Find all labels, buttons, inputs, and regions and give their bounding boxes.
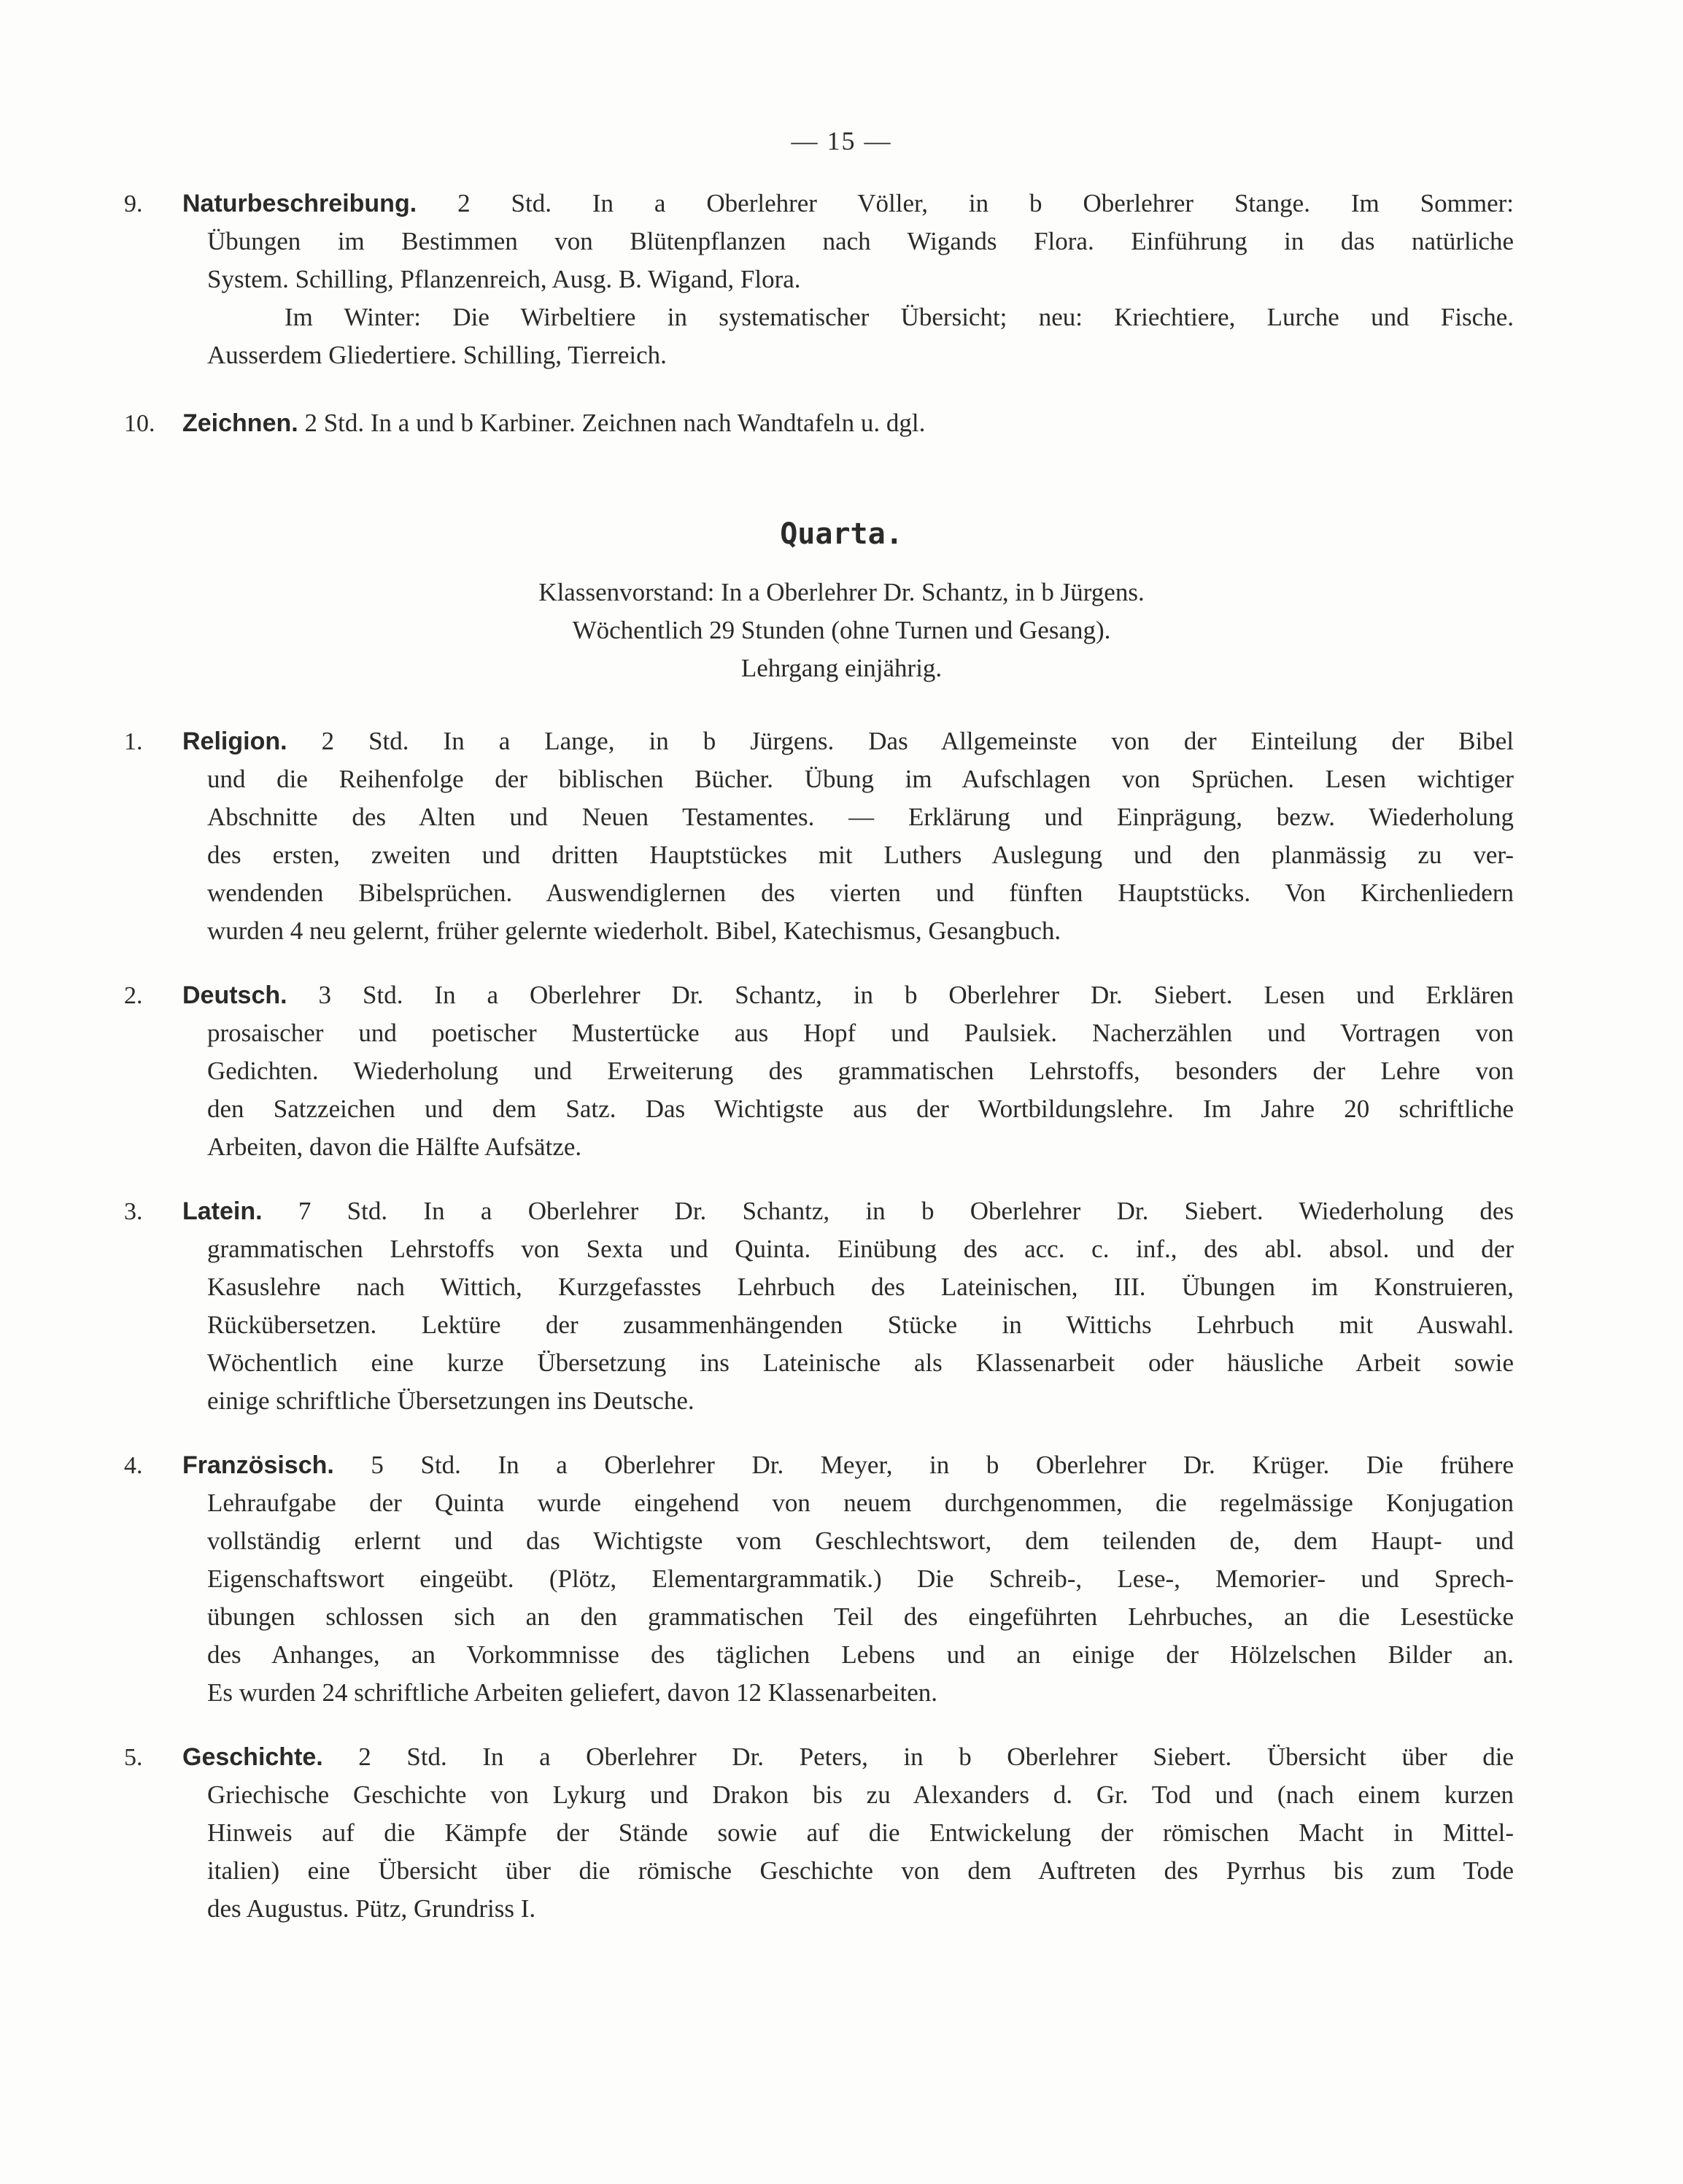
entry-text: Im Winter: Die Wirbeltiere in systematischer Übersicht; neu: Kriechtiere, Lurche und Fische. — [285, 303, 1514, 331]
entry-text: Hinweis auf die Kämpfe der Stände sowie auf die Entwickelung der römischen Macht in Mittel- — [207, 1818, 1514, 1847]
entry-latein — [124, 1192, 1514, 1420]
entry-title: Zeichnen. — [182, 409, 298, 437]
entry-first-line — [124, 1446, 1514, 1484]
entry-text: Übungen im Bestimmen von Blütenpflanzen nach Wigands Flora. Einführung in das natürliche — [207, 227, 1514, 255]
entry-text: System. Schilling, Pflanzenreich, Ausg. B. Wigand, Flora. — [207, 265, 801, 293]
entry-text: Lehraufgabe der Quinta wurde eingehend von neuem durchgenommen, die regelmässige Konjugation — [207, 1489, 1514, 1517]
section-info — [0, 574, 1683, 687]
entry-text: den Satzzeichen und dem Satz. Das Wichtigste aus der Wortbildungslehre. Im Jahre 20 schriftliche — [207, 1095, 1514, 1123]
entry-first-line — [124, 185, 1514, 223]
entry-first-line — [124, 404, 1514, 442]
entry-naturbeschreibung — [124, 185, 1514, 374]
entry-title: Französisch. — [182, 1451, 334, 1479]
entry-text: vollständig erlernt und das Wichtigste vom Geschlechtswort, dem teilenden de, dem Haupt- und — [207, 1527, 1514, 1555]
entry-text: übungen schlossen sich an den grammatischen Teil des eingeführten Lehrbuches, an die Lesestücke — [207, 1602, 1514, 1631]
entry-number: 4. — [124, 1452, 143, 1479]
entry-text: wurden 4 neu gelernt, früher gelernte wiederholt. Bibel, Katechismus, Gesangbuch. — [207, 917, 1061, 945]
entry-text: Griechische Geschichte von Lykurg und Drakon bis zu Alexanders d. Gr. Tod und (nach einem kurzen — [207, 1780, 1514, 1809]
page-number: — 15 — — [791, 126, 892, 155]
entry-zeichnen — [124, 404, 1514, 442]
entry-title: Religion. — [182, 728, 287, 755]
entry-text: 5 Std. In a Oberlehrer Dr. Meyer, in b Oberlehrer Dr. Krüger. Die frühere — [333, 1451, 1514, 1479]
entry-text: prosaischer und poetischer Mustertücke aus Hopf und Paulsiek. Nacherzählen und Vortragen von — [207, 1019, 1514, 1047]
entry-text: italien) eine Übersicht über die römische Geschichte von dem Auftreten des Pyrrhus bis zum Tode — [207, 1856, 1514, 1885]
entry-text: Kasuslehre nach Wittich, Kurzgefasstes Lehrbuch des Lateinischen, III. Übungen im Konstruieren, — [207, 1273, 1514, 1301]
entry-text: 2 Std. In a Oberlehrer Dr. Peters, in b Oberlehrer Siebert. Übersicht über die — [322, 1743, 1514, 1771]
entry-text: 3 Std. In a Oberlehrer Dr. Schantz, in b Oberlehrer Dr. Siebert. Lesen und Erklären — [287, 981, 1514, 1009]
entry-text: des Augustus. Pütz, Grundriss I. — [207, 1894, 536, 1923]
entry-text: Es wurden 24 schriftliche Arbeiten geliefert, davon 12 Klassenarbeiten. — [207, 1678, 938, 1707]
entry-title: Latein. — [182, 1197, 263, 1225]
entry-first-line — [124, 976, 1514, 1014]
section-heading: Quarta. — [780, 517, 903, 551]
entry-number: 9. — [124, 190, 143, 217]
entry-text: Rückübersetzen. Lektüre der zusammenhängenden Stücke in Wittichs Lehrbuch mit Auswahl. — [207, 1311, 1514, 1339]
course-length-line: Lehrgang einjährig. — [740, 654, 943, 682]
entry-first-line — [124, 1738, 1514, 1776]
entry-text: des ersten, zweiten und dritten Hauptstückes mit Luthers Auslegung und den planmässig zu ver- — [207, 841, 1514, 869]
entry-text: Ausserdem Gliedertiere. Schilling, Tierreich. — [207, 341, 667, 369]
entry-text: einige schriftliche Übersetzungen ins Deutsche. — [207, 1386, 695, 1415]
entry-text: grammatischen Lehrstoffs von Sexta und Quinta. Einübung des acc. c. inf., des abl. absol. und der — [207, 1235, 1514, 1263]
weekly-hours-line: Wöchentlich 29 Stunden (ohne Turnen und Gesang). — [572, 616, 1111, 644]
entry-geschichte — [124, 1738, 1514, 1928]
entry-text: des Anhanges, an Vorkommnisse des täglichen Lebens und an einige der Hölzelschen Bilder an. — [207, 1640, 1514, 1669]
class-teacher-line: Klassenvorstand: In a Oberlehrer Dr. Schantz, in b Jürgens. — [538, 578, 1145, 606]
entry-number: 10. — [124, 410, 155, 437]
entry-first-line — [124, 1192, 1514, 1230]
entry-text: 7 Std. In a Oberlehrer Dr. Schantz, in b Oberlehrer Dr. Siebert. Wiederholung des — [262, 1197, 1514, 1225]
section-header — [0, 515, 1683, 553]
entry-text: Gedichten. Wiederholung und Erweiterung des grammatischen Lehrstoffs, besonders der Lehre von — [207, 1057, 1514, 1085]
entry-text: 2 Std. In a und b Karbiner. Zeichnen nach Wandtafeln u. dgl. — [298, 409, 926, 437]
entry-franzoesisch — [124, 1446, 1514, 1712]
entry-text: 2 Std. In a Oberlehrer Völler, in b Oberlehrer Stange. Im Sommer: — [417, 189, 1514, 217]
entry-number: 1. — [124, 728, 143, 755]
entry-text: und die Reihenfolge der biblischen Bücher. Übung im Aufschlagen von Sprüchen. Lesen wichtiger — [207, 765, 1514, 793]
entry-number: 3. — [124, 1198, 143, 1225]
entry-number: 2. — [124, 982, 143, 1009]
entry-first-line — [124, 722, 1514, 760]
entry-text: Arbeiten, davon die Hälfte Aufsätze. — [207, 1132, 582, 1161]
entry-title: Deutsch. — [182, 981, 287, 1009]
entry-number: 5. — [124, 1744, 143, 1771]
entry-deutsch — [124, 976, 1514, 1166]
entry-text: 2 Std. In a Lange, in b Jürgens. Das Allgemeinste von der Einteilung der Bibel — [287, 727, 1514, 755]
entry-text: wendenden Bibelsprüchen. Auswendiglernen des vierten und fünften Hauptstücks. Von Kirchenliedern — [207, 879, 1514, 907]
entry-religion — [124, 722, 1514, 950]
entry-text: Wöchentlich eine kurze Übersetzung ins Lateinische als Klassenarbeit oder häusliche Arbeit sowie — [207, 1348, 1514, 1377]
entry-text: Abschnitte des Alten und Neuen Testamentes. — Erklärung und Einprägung, bezw. Wiederholung — [207, 803, 1514, 831]
entry-text: Eigenschaftswort eingeübt. (Plötz, Elementargrammatik.) Die Schreib-, Lese-, Memorier- und Sprech- — [207, 1564, 1514, 1593]
entry-title: Geschichte. — [182, 1743, 323, 1771]
entry-title: Naturbeschreibung. — [182, 190, 417, 217]
